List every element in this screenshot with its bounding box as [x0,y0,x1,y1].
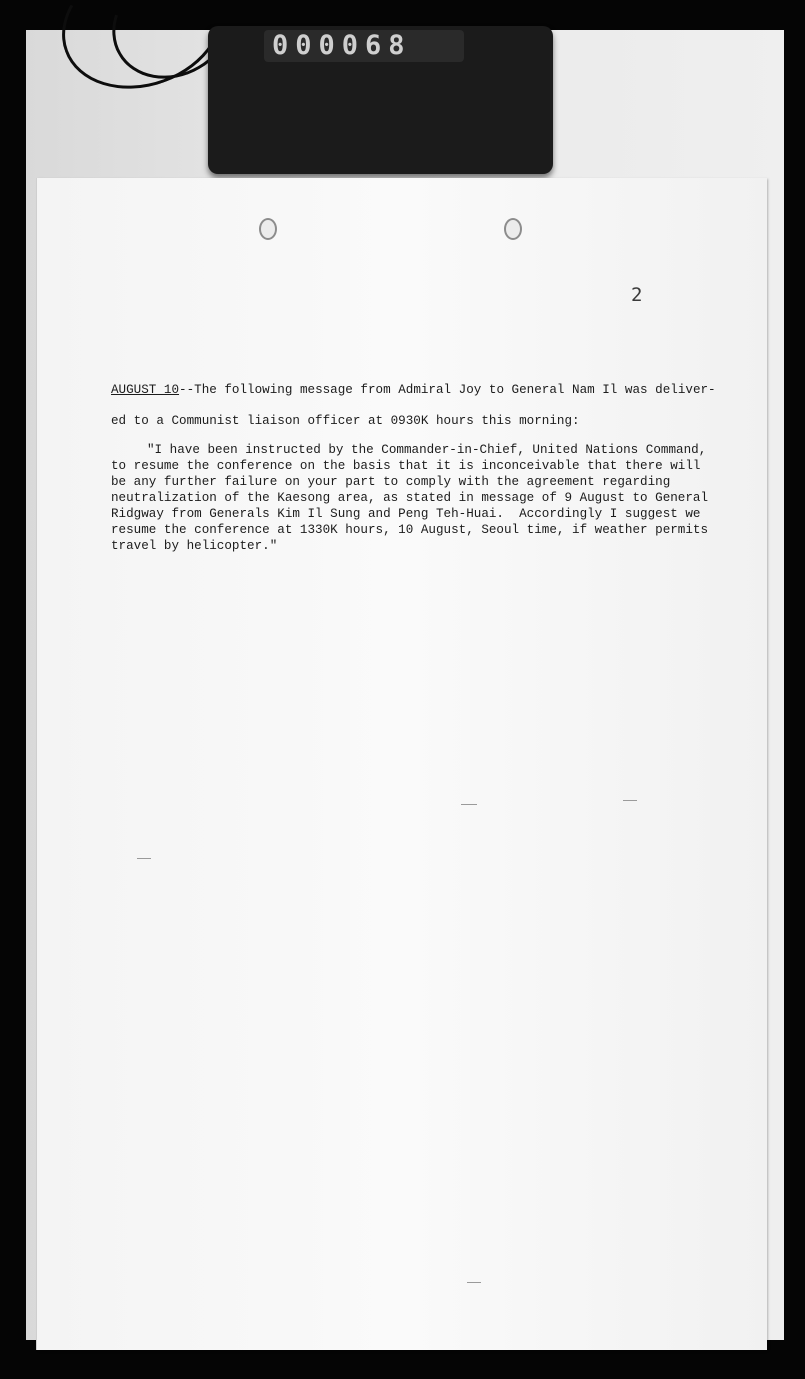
document-page [37,178,767,1350]
quote-line: travel by helicopter." [111,539,278,553]
quote-line: be any further failure on your part to comply with the agreement regarding [111,475,671,489]
frame-counter-digits: 000068 [272,30,412,61]
punch-hole [504,218,522,240]
intro-line-2: ed to a Communist liaison officer at 0930K hours this morning: [111,414,580,428]
stray-mark [461,804,477,805]
quote-line: "I have been instructed by the Commander-in-Chief, United Nations Command, [147,443,707,457]
quote-line: resume the conference at 1330K hours, 10 August, Seoul time, if weather permits [111,523,709,537]
stray-mark [137,858,151,859]
intro-line-1-rest: --The following message from Admiral Joy to General Nam Il was deliver- [179,383,716,397]
quote-line: neutralization of the Kaesong area, as stated in message of 9 August to General [111,491,709,505]
stray-mark [623,800,637,801]
heading-date: AUGUST 10 [111,383,180,397]
intro-line-1 [111,383,716,397]
quote-line: Ridgway from Generals Kim Il Sung and Peng Teh-Huai. Accordingly I suggest we [111,507,701,521]
stray-mark [467,1282,481,1283]
punch-hole [259,218,277,240]
quote-line: to resume the conference on the basis that it is inconceivable that there will [111,459,701,473]
page-number: 2 [631,284,643,306]
